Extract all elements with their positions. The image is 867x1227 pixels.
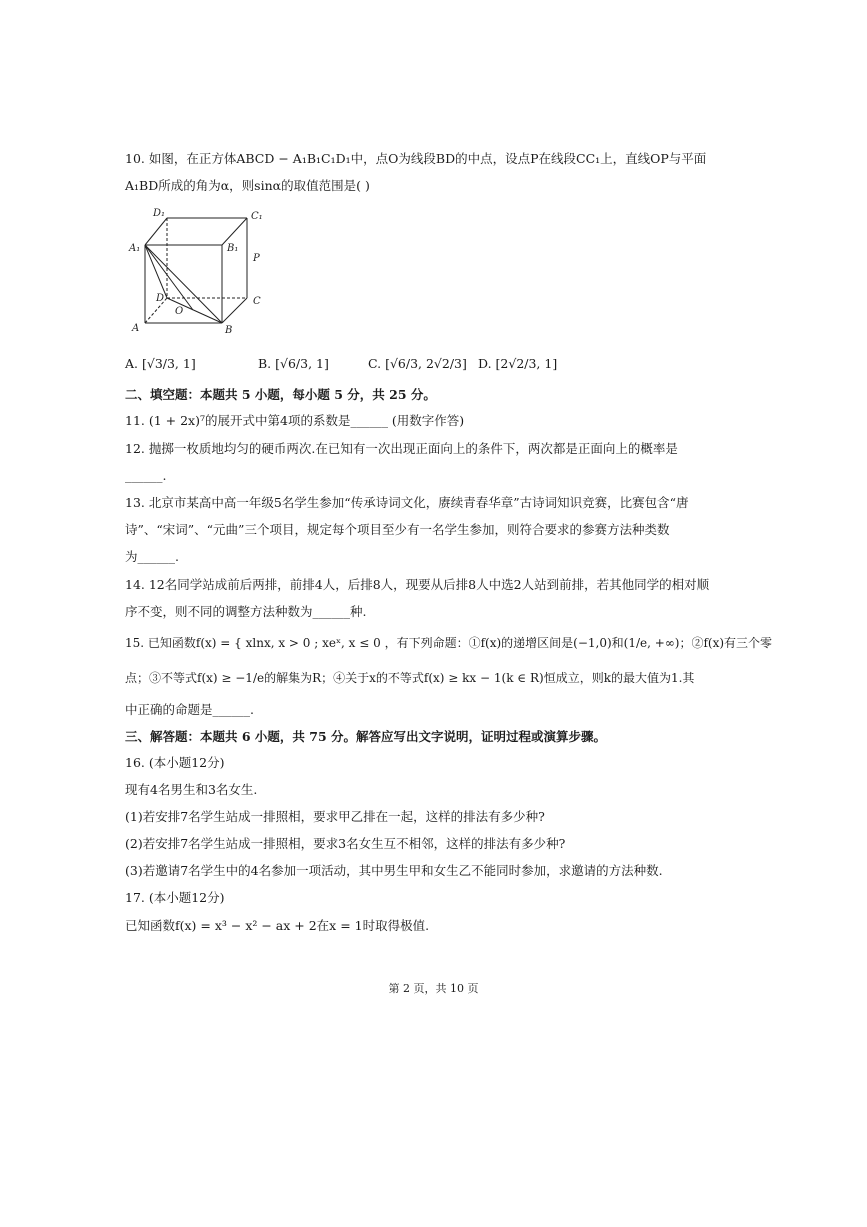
label-A: A (132, 323, 140, 334)
q13-line2: 诗”、“宋词”、“元曲”三个项目，规定每个项目至少有一名学生参加，则符合要求的参赛方法种类数 (125, 522, 670, 537)
q10-option-a: A. [√3/3, 1] (125, 356, 196, 371)
label-P: P (253, 253, 260, 264)
label-B: B (225, 325, 233, 336)
q14-line1: 14. 12名同学站成前后两排，前排4人，后排8人，现要从后排8人中选2人站到前排，若其他同学的相对顺 (125, 577, 710, 592)
cube-figure (127, 203, 267, 342)
label-A1: A₁ (129, 243, 141, 254)
q12-line1: 12. 抛掷一枚质地均匀的硬币两次.在已知有一次出现正面向上的条件下，两次都是正面向上的概率是 (125, 441, 678, 456)
q10-option-b: B. [√6/3, 1] (258, 356, 329, 371)
q10-line2: A₁BD所成的角为α，则sinα的取值范围是( ) (125, 178, 370, 193)
q17-line1: 已知函数f(x) = x³ − x² − ax + 2在x = 1时取得极值. (125, 918, 430, 933)
section3-heading: 三、解答题：本题共 6 小题，共 75 分。解答应写出文字说明，证明过程或演算步骤。 (125, 729, 607, 744)
q10-line1: 10. 如图，在正方体ABCD − A₁B₁C₁D₁中，点O为线段BD的中点，设点P在线段CC₁上，直线OP与平面 (125, 151, 707, 166)
q16-part3: (3)若邀请7名学生中的4名参加一项活动，其中男生甲和女生乙不能同时参加，求邀请的方法种数. (125, 863, 663, 878)
q12-line2: ______. (125, 468, 167, 483)
q10-option-d: D. [2√2/3, 1] (478, 356, 558, 371)
label-C1: C₁ (251, 211, 263, 222)
page-footer: 第 2 页，共 10 页 (388, 982, 479, 995)
q13-line1: 13. 北京市某高中高一年级5名学生参加“传承诗词文化，赓续青春华章”古诗词知识竞赛，比赛包含“唐 (125, 495, 689, 510)
q16-intro: 现有4名男生和3名女生. (125, 782, 258, 797)
section2-heading: 二、填空题：本题共 5 小题，每小题 5 分，共 25 分。 (125, 387, 436, 402)
q10-option-c: C. [√6/3, 2√2/3] (368, 356, 467, 371)
q15-line3: 中正确的命题是______. (125, 702, 254, 717)
label-D: D (156, 293, 165, 304)
q15-line1: 15. 已知函数f(x) = { xlnx, x > 0 ; xeˣ, x ≤ 0 ，有下列命题：①f(x)的递增区间是(−1,0)和(1/e, +∞)；②f(x)有三个零 (125, 636, 773, 650)
q16-part1: (1)若安排7名学生站成一排照相，要求甲乙排在一起，这样的排法有多少种? (125, 809, 545, 824)
q11: 11. (1 + 2x)⁷的展开式中第4项的系数是______ (用数字作答) (125, 413, 465, 428)
label-O: O (175, 306, 184, 317)
label-C: C (253, 296, 261, 307)
cube-diagram (127, 203, 267, 338)
q15-line2: 点；③不等式f(x) ≥ −1/e的解集为R；④关于x的不等式f(x) ≥ kx − 1(k ∈ R)恒成立，则k的最大值为1.其 (125, 671, 695, 685)
label-D1: D₁ (153, 208, 166, 219)
q13-line3: 为______. (125, 549, 179, 564)
q17-head: 17. (本小题12分) (125, 890, 225, 905)
q14-line2: 序不变，则不同的调整方法种数为______种. (125, 604, 367, 619)
q16-head: 16. (本小题12分) (125, 755, 225, 770)
label-B1: B₁ (227, 243, 239, 254)
q16-part2: (2)若安排7名学生站成一排照相，要求3名女生互不相邻，这样的排法有多少种? (125, 836, 566, 851)
